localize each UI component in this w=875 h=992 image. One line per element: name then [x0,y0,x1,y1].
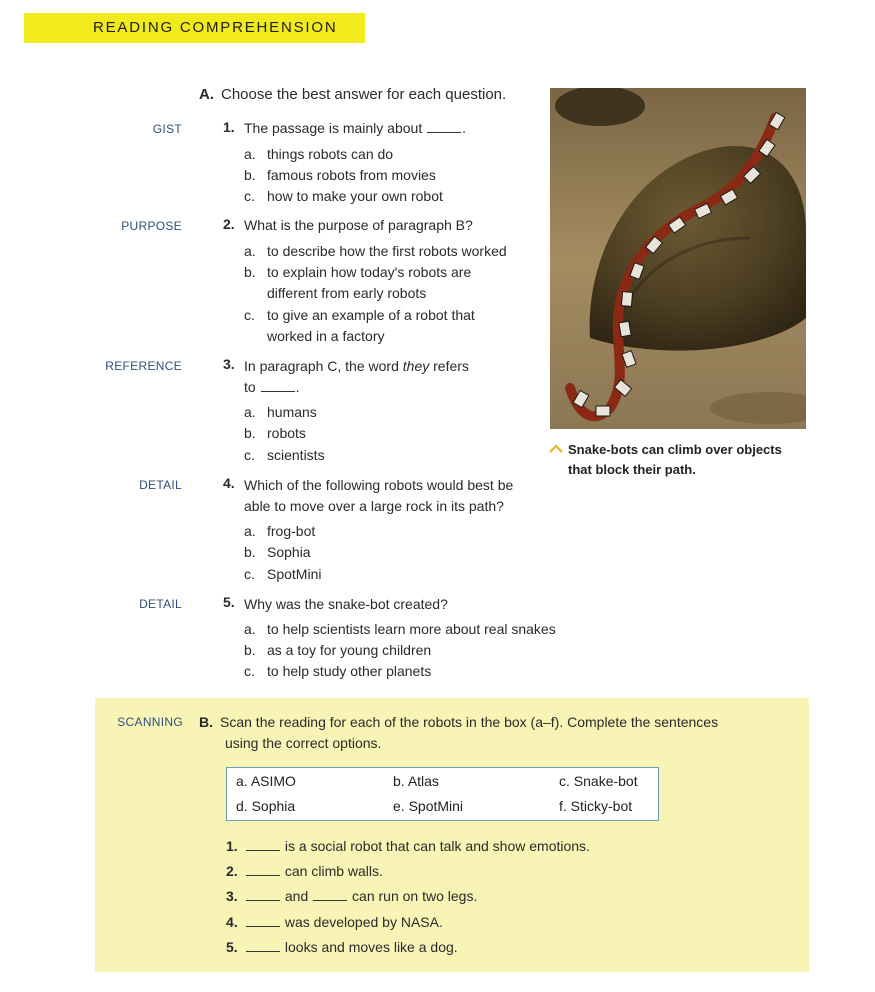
box-option-letter: e. [393,798,405,814]
sentence-4 [226,912,443,932]
question-3-to: to [244,379,256,395]
question-4-option-c[interactable] [244,564,321,585]
question-4-option-a[interactable] [244,521,315,542]
answer-blank[interactable] [313,888,347,901]
answer-blank[interactable] [427,120,461,133]
option-letter: b. [244,167,256,183]
option-text: how to make your own robot [267,188,443,204]
option-letter: c. [244,447,255,463]
sentence-number: 2. [226,863,238,879]
section-b-instruction-2: using the correct options. [225,735,382,751]
question-5-text: Why was the snake-bot created? [244,596,448,612]
option-text: to describe how the first robots worked [267,243,507,259]
box-option-letter: d. [236,798,248,814]
option-text: things robots can do [267,146,394,162]
option-letter: b. [244,264,256,280]
robot-options-box [226,767,659,821]
sentence-3 [226,886,477,906]
option-letter: a. [244,146,256,162]
sentence-5 [226,937,458,957]
question-3-period: . [295,379,300,395]
sentence-text: is a social robot that can talk and show emotions. [284,838,590,854]
snake-bot-photo [550,88,806,429]
sentence-text: can climb walls. [284,863,383,879]
answer-blank[interactable] [246,838,280,851]
sentence-number: 3. [226,888,238,904]
option-letter: a. [244,404,256,420]
option-text: to help study other planets [267,663,432,679]
question-4-text-line2: able to move over a large rock in its path? [244,498,504,514]
question-2-option-b[interactable] [244,262,471,283]
option-letter: c. [244,307,255,323]
option-letter: a. [244,621,256,637]
option-text: to explain how today's robots are [267,264,472,280]
option-text: as a toy for young children [267,642,432,658]
question-3-stem-end: refers [433,358,469,374]
question-1-text [244,118,466,139]
box-option-text: Atlas [407,773,439,789]
question-3-number: 3. [223,356,235,372]
caption-arrow-icon [549,444,563,453]
sentence-text: was developed by NASA. [284,914,443,930]
question-5-option-b[interactable] [244,640,431,661]
option-text: famous robots from movies [267,167,436,183]
box-option-text: Sophia [251,798,296,814]
sentence-number: 4. [226,914,238,930]
snake-bot-illustration [550,88,806,429]
question-1-label: GIST [152,122,182,136]
question-3-text-line2 [244,377,299,398]
option-text: humans [267,404,317,420]
question-5-label: DETAIL [139,597,182,611]
question-3-keyword: they [402,358,430,374]
caption-line-1: Snake-bots can climb over objects [568,442,782,457]
question-1-period: . [462,120,466,136]
question-3-stem: In paragraph C, the word [244,358,399,374]
option-text: Sophia [267,544,311,560]
question-2-option-b-continued: different from early robots [267,285,427,301]
question-1-option-a[interactable] [244,144,393,165]
option-letter: c. [244,188,255,204]
box-option-text: Sticky-bot [570,798,633,814]
photo-caption [568,440,782,480]
question-1-option-b[interactable] [244,165,436,186]
question-2-option-c-continued: worked in a factory [267,328,385,344]
section-b-letter: B. [199,714,213,730]
answer-blank[interactable] [246,888,280,901]
question-2-option-c[interactable] [244,305,475,326]
sentence-text: can run on two legs. [352,888,478,904]
sentence-2 [226,861,383,881]
question-3-label: REFERENCE [105,359,182,373]
box-option-text: Snake-bot [573,773,638,789]
answer-blank[interactable] [246,939,280,952]
section-b-label: SCANNING [117,715,183,729]
box-option-letter: c. [559,773,570,789]
question-2-number: 2. [223,216,235,232]
sentence-number: 1. [226,838,238,854]
box-option-f [559,798,632,814]
option-letter: b. [244,642,256,658]
question-4-number: 4. [223,475,235,491]
caption-line-2: that block their path. [568,462,696,477]
question-4-option-b[interactable] [244,542,311,563]
question-5-option-c[interactable] [244,661,431,682]
question-2-option-a[interactable] [244,241,507,262]
option-letter: a. [244,243,256,259]
option-text: frog-bot [267,523,316,539]
answer-blank[interactable] [246,914,280,927]
sentence-number: 5. [226,939,238,955]
sentence-and: and [284,888,309,904]
sentence-text: looks and moves like a dog. [284,939,458,955]
question-4-label: DETAIL [139,478,182,492]
option-letter: a. [244,523,256,539]
box-option-letter: a. [236,773,248,789]
answer-blank[interactable] [261,379,295,392]
question-2-text: What is the purpose of paragraph B? [244,217,473,233]
question-3-option-c[interactable] [244,445,325,466]
question-1-number: 1. [223,119,235,135]
option-text: scientists [267,447,325,463]
box-option-text: ASIMO [250,773,296,789]
question-1-option-c[interactable] [244,186,443,207]
sentence-1 [226,836,590,856]
question-4-text: Which of the following robots would best be [244,477,514,493]
section-header: READING COMPREHENSION [24,13,365,43]
question-5-number: 5. [223,594,235,610]
option-text: to help scientists learn more about real snakes [267,621,556,637]
section-a-heading [199,86,506,103]
option-text: robots [267,425,306,441]
section-b-heading [199,712,718,754]
question-3-option-b[interactable] [244,423,306,444]
box-option-c [559,773,638,789]
box-option-text: SpotMini [408,798,464,814]
section-a-instruction: Choose the best answer for each question. [221,86,507,103]
answer-blank[interactable] [246,863,280,876]
question-3-text [244,356,469,377]
option-text: SpotMini [267,566,322,582]
option-letter: c. [244,566,255,582]
box-option-b [393,773,439,789]
question-1-stem: The passage is mainly about [244,120,423,136]
option-letter: c. [244,663,255,679]
box-option-letter: f. [559,798,567,814]
question-2-label: PURPOSE [121,219,182,233]
box-option-letter: b. [393,773,405,789]
box-option-e [393,798,463,814]
box-option-d [236,798,295,814]
section-a-letter: A. [199,86,214,103]
section-b-instruction-1: Scan the reading for each of the robots in the box (a–f). Complete the sentences [220,714,719,730]
box-option-a [236,773,296,789]
option-text: to give an example of a robot that [267,307,475,323]
question-3-option-a[interactable] [244,402,317,423]
option-letter: b. [244,425,256,441]
option-letter: b. [244,544,256,560]
question-5-option-a[interactable] [244,619,556,640]
